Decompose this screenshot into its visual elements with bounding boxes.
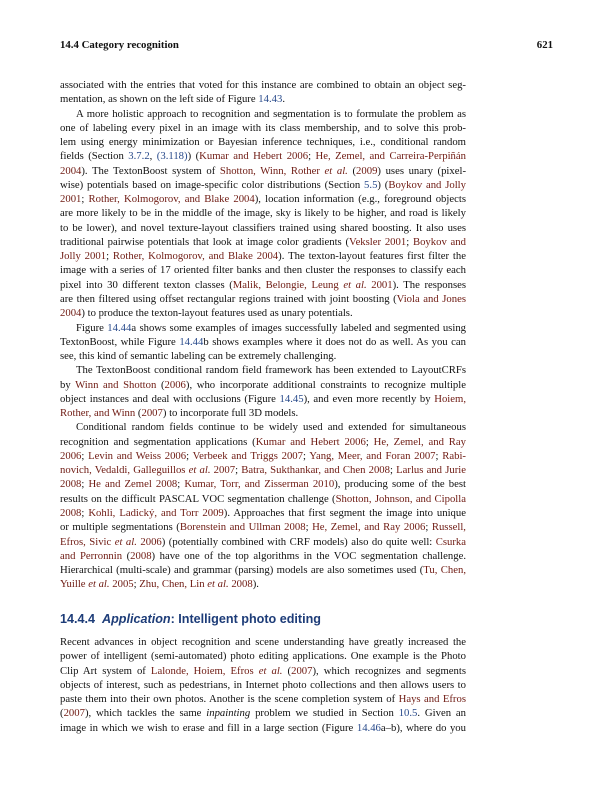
text-line — [60, 221, 466, 235]
body-text: ; — [425, 521, 432, 534]
body-text: Recent advances in object recognition and scene understanding have greatly increased the — [60, 636, 466, 648]
body-text: recognition and segmentation applications ( — [60, 435, 256, 448]
body-text: ( — [135, 407, 142, 420]
running-header — [60, 39, 553, 51]
body-text: ). Approaches that first segment the image into unique — [223, 506, 466, 519]
citation-link[interactable]: Borenstein and Ullman 2008 — [179, 521, 306, 534]
body-text: see, this kind of semantic labeling can be extremely challenging. — [60, 350, 337, 363]
citation-link[interactable]: Jolly 2001 — [60, 250, 107, 263]
body-text: mentation, as shown on the left side of Figure — [60, 93, 259, 106]
citation-link[interactable]: Yang, Meer, and Foran 2007 — [309, 449, 436, 462]
section-title-italic: Application — [102, 612, 171, 626]
body-text: ; — [308, 150, 316, 163]
body-text: ; — [81, 478, 89, 491]
text-line — [60, 349, 466, 363]
text-line — [60, 206, 466, 220]
body-text: Figure — [76, 321, 108, 334]
text-line — [60, 235, 466, 249]
citation-link[interactable]: 2001 — [366, 278, 393, 291]
cross-reference-link[interactable]: 10.5 — [398, 707, 418, 720]
citation-link[interactable]: Kumar, Torr, and Zisserman 2010 — [184, 478, 335, 491]
text-line — [60, 577, 466, 591]
body-text: . — [282, 93, 285, 106]
citation-link[interactable]: Malik, Belongie, Leung — [232, 278, 344, 291]
text-line — [60, 477, 466, 491]
text-line — [60, 664, 466, 678]
body-text: ) to produce the texton-layout features used as unary potentials. — [81, 307, 353, 320]
body-text: The TextonBoost conditional random field framework has been extended to LayoutCRFs — [76, 364, 466, 377]
citation-link[interactable]: Hays and Efros — [398, 693, 466, 706]
citation-link[interactable]: He, Zemel, and Carreira-Perpiñán — [315, 150, 466, 163]
text-line — [60, 463, 466, 477]
body-text: object instances and deal with occlusions (Figure — [60, 392, 280, 405]
running-header-section: 14.4 Category recognition — [60, 39, 179, 51]
citation-link[interactable]: Veksler 2001 — [349, 235, 407, 248]
body-text: ), location information (e.g., foreground objects — [254, 193, 466, 206]
citation-link[interactable]: 2001 — [60, 193, 82, 206]
body-text: image with a series of 17 oriented filter banks and then cluster the responses to classify each — [60, 264, 466, 277]
body-text: ), who incorporate additional constraints to recognize multiple — [185, 378, 466, 391]
body-text: ), and even more recently by — [303, 392, 435, 405]
body-text: ; — [133, 578, 140, 591]
body-text: ; — [81, 193, 89, 206]
body-text: ; — [389, 464, 397, 477]
body-text: ( — [60, 707, 64, 720]
citation-link[interactable]: Viola and Jones — [396, 292, 466, 305]
cross-reference-link[interactable]: 14.45 — [279, 392, 304, 405]
body-text: a shows some examples of images successfully labeled and segmented using — [131, 321, 467, 334]
citation-link[interactable]: Batra, Sukthankar, and Chen 2008 — [241, 464, 390, 477]
text-line — [60, 335, 466, 349]
body-text: ) uses unary (pixel- — [377, 164, 467, 177]
cross-reference-link[interactable]: 14.44 — [107, 321, 132, 334]
body-text: ). The texton-layout features first filter the — [278, 250, 466, 263]
citation-link[interactable]: et al. — [114, 535, 137, 548]
text-line — [60, 678, 466, 692]
citation-link[interactable]: 2007 — [210, 464, 236, 477]
text-line — [60, 121, 466, 135]
body-text: ; — [406, 235, 413, 248]
body-text: ; — [186, 449, 193, 462]
body-text: traditional pairwise potentials that look at image color gradients ( — [60, 235, 350, 248]
body-text-after-section — [60, 635, 466, 735]
citation-link[interactable]: Russell, — [431, 521, 466, 534]
citation-link[interactable]: 2007 — [63, 707, 85, 720]
cross-reference-link[interactable]: 14.43 — [258, 93, 283, 106]
cross-reference-link[interactable]: (3.118) — [156, 150, 188, 163]
citation-link[interactable]: Yuille — [60, 578, 89, 591]
cross-reference-link[interactable]: 3.7.2 — [128, 150, 150, 163]
body-text: ; — [302, 449, 310, 462]
body-text: lem using energy minimization or Bayesian inference techniques, i.e., conditional random — [60, 136, 466, 149]
body-text: ; — [177, 478, 185, 491]
body-text: ( — [156, 378, 165, 391]
text-line — [60, 563, 466, 577]
citation-link[interactable]: et al. — [88, 578, 110, 591]
body-text: Conditional random fields continue to be widely used and extended for simultaneous — [76, 421, 466, 434]
citation-link[interactable]: Kumar and Hebert 2006 — [199, 150, 309, 163]
text-line — [60, 420, 466, 434]
body-text: problem we studied in Section — [250, 707, 399, 720]
text-line — [60, 263, 466, 277]
citation-link[interactable]: et al. — [207, 578, 229, 591]
citation-link[interactable]: 2008 — [60, 478, 82, 491]
citation-link[interactable]: 2008 — [60, 506, 82, 519]
body-text: ) ( — [377, 178, 389, 191]
text-line — [60, 78, 466, 92]
body-text: paste them into their own photos. Another is the scene completion system of — [60, 693, 399, 706]
text-line — [60, 92, 466, 106]
citation-link[interactable]: 2008 — [130, 549, 152, 562]
body-text: ; — [305, 521, 313, 534]
body-text: are then filtered using offset rectangular regions trained with joint boosting ( — [60, 292, 397, 305]
text-line — [60, 378, 466, 392]
text-line — [60, 135, 466, 149]
citation-link[interactable]: Boykov and Jolly — [388, 178, 466, 191]
citation-link[interactable]: et al. — [188, 464, 211, 477]
citation-link[interactable]: Winn and Shotton — [75, 378, 157, 391]
citation-link[interactable]: 2005 — [109, 578, 134, 591]
citation-link[interactable]: He, Zemel, and Ray — [373, 435, 466, 448]
body-text: ; — [435, 449, 443, 462]
body-text: b shows examples where it does not do as well. As you can — [203, 335, 466, 348]
body-text: ; — [235, 464, 242, 477]
body-text: ; — [81, 449, 89, 462]
citation-link[interactable]: Verbeek and Triggs 2007 — [192, 449, 303, 462]
body-text: ( — [347, 164, 357, 177]
citation-link[interactable]: Csurka — [435, 535, 467, 548]
text-line — [60, 535, 466, 549]
body-text: associated with the entries that voted for this instance are combined to obtain an object seg- — [60, 79, 466, 91]
body-text: Hierarchical (multi-scale) and grammar (parsing) models are also sometimes used ( — [60, 564, 424, 577]
text-line — [60, 635, 466, 649]
text-line — [60, 363, 466, 377]
body-text: ( — [282, 664, 292, 677]
citation-link[interactable]: and Perronnin — [60, 549, 123, 562]
body-text: one of labeling every pixel in an image with its class membership, and to solve this prob- — [60, 121, 466, 134]
citation-link[interactable]: Larlus and Jurie — [396, 464, 466, 477]
text-line — [60, 149, 466, 163]
body-text: to be lower), and novel texture-layout classifiers trained using shared boosting. It also uses — [60, 221, 466, 234]
body-text: fields (Section — [60, 150, 129, 163]
citation-link[interactable]: He and Zemel 2008 — [88, 478, 178, 491]
citation-link[interactable]: Kohli, Ladický, and Torr 2009 — [88, 506, 224, 519]
text-line — [60, 706, 466, 720]
body-text: ( — [122, 549, 131, 562]
body-text: ) ( — [187, 150, 200, 163]
body-text: ; — [365, 435, 374, 448]
citation-link[interactable]: 2007 — [291, 664, 313, 677]
cross-reference-link[interactable]: 14.46 — [356, 721, 381, 734]
citation-link[interactable]: Rother, Kolmogorov, and Blake 2004 — [88, 193, 255, 206]
body-text: ), which recognizes and segments — [312, 664, 466, 677]
page-number: 621 — [536, 39, 553, 51]
body-text: are more likely to be in the middle of the image, sky is likely to be higher, and road is likely — [60, 207, 466, 220]
body-text: ), which tackles the same — [84, 707, 207, 720]
section-heading — [60, 612, 321, 626]
text-line — [60, 692, 466, 706]
citation-link[interactable]: et al. — [324, 164, 348, 177]
cross-reference-link[interactable]: 14.44 — [179, 335, 204, 348]
body-text: ). — [252, 578, 259, 591]
text-line — [60, 721, 466, 735]
citation-link[interactable]: Lalonde, Hoiem, Efros — [150, 664, 259, 677]
text-line — [60, 164, 466, 178]
text-line — [60, 549, 466, 563]
citation-link[interactable]: novich, Vedaldi, Galleguillos — [60, 464, 189, 477]
section-number: 14.4.4 — [60, 612, 96, 626]
section-title: : Intelligent photo editing — [170, 612, 321, 626]
emphasized-text: inpainting — [206, 707, 251, 720]
citation-link[interactable]: 2007 — [141, 407, 163, 420]
citation-link[interactable]: 2004 — [60, 307, 82, 320]
citation-link[interactable]: Boykov and — [412, 235, 466, 248]
body-text: power of intelligent (semi-automated) photo editing applications. One example is the Photo — [60, 650, 466, 663]
citation-link[interactable]: Zhu, Chen, Lin — [139, 578, 208, 591]
citation-link[interactable]: Rabi- — [442, 449, 466, 462]
text-line — [60, 435, 466, 449]
citation-link[interactable]: 2004 — [60, 164, 82, 177]
body-text: ), producing some of the best — [334, 478, 466, 491]
citation-link[interactable]: Efros, Sivic — [60, 535, 115, 548]
body-text: image in which we wish to erase and fill in a large section (Figure — [60, 721, 357, 734]
citation-link[interactable]: Kumar and Hebert 2006 — [255, 435, 366, 448]
text-line — [60, 278, 466, 292]
body-text: A more holistic approach to recognition and segmentation is to formulate the problem as — [76, 107, 466, 120]
citation-link[interactable]: 2009 — [356, 164, 378, 177]
citation-link[interactable]: Hoiem, — [434, 392, 466, 405]
body-text: ; — [81, 506, 89, 519]
citation-link[interactable]: Levin and Weiss 2006 — [88, 449, 187, 462]
citation-link[interactable]: 2008 — [228, 578, 253, 591]
text-line — [60, 649, 466, 663]
citation-link[interactable]: Rother, Kolmogorov, and Blake 2004 — [112, 250, 279, 263]
text-line — [60, 520, 466, 534]
body-text: ; — [106, 250, 113, 263]
body-text: ). The TextonBoost system of — [81, 164, 220, 177]
citation-link[interactable]: et al. — [343, 278, 367, 291]
body-text: pixel into 30 different texton classes ( — [60, 278, 233, 291]
body-text: ) (potentially combined with CRF models) also do quite well: — [161, 535, 436, 548]
text-line — [60, 192, 466, 206]
text-line — [60, 178, 466, 192]
text-line — [60, 506, 466, 520]
citation-link[interactable]: 2006 — [164, 378, 186, 391]
text-line — [60, 492, 466, 506]
citation-link[interactable]: Rother, and Winn — [60, 407, 136, 420]
text-line — [60, 321, 466, 335]
citation-link[interactable]: et al. — [258, 664, 283, 677]
body-text: by — [60, 378, 76, 391]
text-line — [60, 249, 466, 263]
text-line — [60, 392, 466, 406]
body-text: ) have one of the top algorithms in the VOC segmentation challenge. — [151, 549, 466, 562]
body-text: ) to incorporate full 3D models. — [162, 407, 299, 420]
text-line — [60, 306, 466, 320]
citation-link[interactable]: Tu, Chen, — [423, 564, 466, 577]
cross-reference-link[interactable]: 5.5 — [364, 178, 378, 191]
body-text: a–b), where do you — [380, 721, 466, 734]
text-line — [60, 406, 466, 420]
body-text: ). The responses — [392, 278, 467, 291]
citation-link[interactable]: Shotton, Winn, Rother — [219, 164, 325, 177]
body-text: . Given an — [417, 707, 466, 720]
text-line — [60, 292, 466, 306]
body-text: Clip Art system of — [60, 664, 151, 677]
body-text: TextonBoost, while Figure — [60, 335, 180, 348]
citation-link[interactable]: Shotton, Johnson, and Cipolla — [335, 492, 466, 505]
text-line — [60, 449, 466, 463]
body-text: wise) potentials based on image-specific color distributions (Section — [60, 178, 365, 191]
text-line — [60, 107, 466, 121]
citation-link[interactable]: 2006 — [60, 449, 82, 462]
body-text: or multiple segmentations ( — [60, 521, 180, 534]
body-text: objects of interest, such as pedestrians, in Internet photo collections and then allows users to — [60, 678, 466, 691]
body-text: results on the difficult PASCAL VOC segmentation challenge ( — [60, 492, 336, 505]
citation-link[interactable]: He, Zemel, and Ray 2006 — [312, 521, 426, 534]
citation-link[interactable]: 2006 — [136, 535, 162, 548]
body-text-before-section — [60, 78, 466, 592]
body-text: , — [149, 150, 157, 163]
